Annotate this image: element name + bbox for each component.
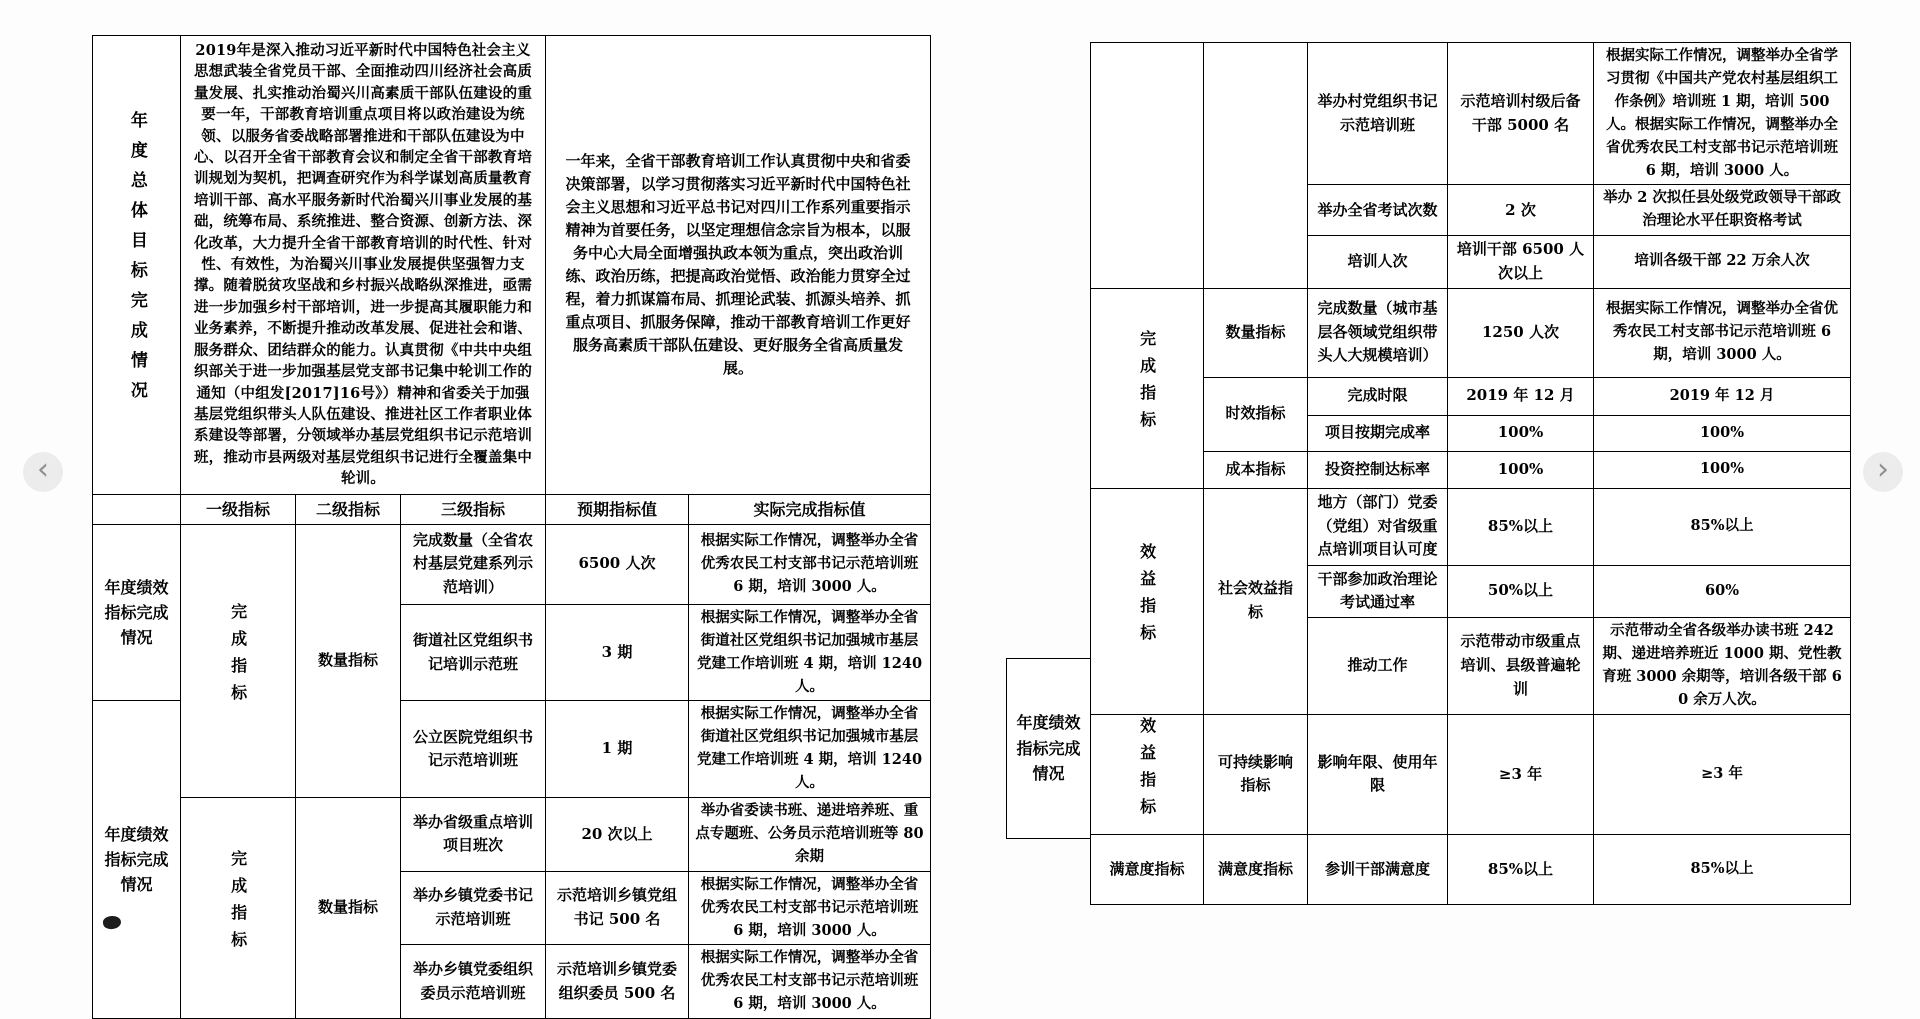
level2-cell: 数量指标 [296, 524, 401, 797]
actual-value-cell: ≥3 年 [1594, 714, 1851, 835]
table-row [1091, 43, 1851, 185]
actual-value-cell: 根据实际工作情况，调整举办全省优秀农民工村支部书记示范培训班 6 期，培训 3000 人。 [1594, 288, 1851, 377]
table-row [93, 798, 931, 872]
table-row [1091, 451, 1851, 488]
table-row [93, 524, 931, 604]
level1-cell: 满意度指标 [1091, 835, 1204, 905]
overall-goal-paragraph-1: 2019年是深入推动习近平新时代中国特色社会主义思想武装全省党员干部、全面推动四川经济社会高质量发展、扎实推动治蜀兴川高素质干部队伍建设的重要一年，干部教育培训重点项目将以政治建设为统领、以服务省委战略部署推进和干部队伍建设为中心、以召开全省干部教育会议和制定全省干部教育培训规划为契机，把调查研究作为科学谋划高质量教育培训干部、高水平服务新时代治蜀兴川事业发展的基础，统筹布局、系统推进、整合资源、创新方法、深化改革，大力提升全省干部教育培训的时代性、针对性、有效性，为治蜀兴川事业发展提供坚强智力支撑。随着脱贫攻坚战和乡村振兴战略纵深推进，亟需进一步加强乡村干部培训，进一步提高其履职能力和业务素养，不断提升推动改革发展、促进社会和谐、服务群众、团结群众的能力。认真贯彻《中共中央组织部关于进一步加强基层党支部书记集中轮训工作的通知（中组发[2017]16号》）精神和省委关于加强基层党组织带头人队伍建设、推进社区工作者职业体系建设等部署，分领域举办基层党组织书记示范培训班，推动市县两级对基层党组织书记进行全覆盖集中轮训。 [181, 36, 546, 495]
expected-value-cell: 示范带动市级重点培训、县级普遍轮训 [1448, 618, 1594, 715]
next-page-button[interactable] [1863, 452, 1903, 492]
expected-value-cell: 100% [1448, 415, 1594, 451]
actual-value-cell: 100% [1594, 415, 1851, 451]
chevron-right-icon: › [1877, 452, 1889, 487]
expected-value-cell: 50%以上 [1448, 565, 1594, 617]
level3-cell: 培训人次 [1308, 236, 1448, 288]
level3-cell: 完成数量（城市基层各领域党组织带头人大规模培训） [1308, 288, 1448, 377]
level2-cell: 成本指标 [1204, 451, 1308, 488]
level3-cell: 举办省级重点培训项目班次 [401, 798, 546, 872]
level3-cell: 举办乡镇党委书记示范培训班 [401, 871, 546, 945]
expected-value-cell: ≥3 年 [1448, 714, 1594, 835]
actual-value-cell: 2019 年 12 月 [1594, 377, 1851, 415]
expected-value-cell: 2019 年 12 月 [1448, 377, 1594, 415]
expected-value-cell: 85%以上 [1448, 488, 1594, 565]
table-row [93, 36, 931, 495]
actual-value-cell: 根据实际工作情况，调整举办全省街道社区党组织书记加强城市基层党建工作培训班 4 期，培训 1240 人。 [689, 701, 931, 798]
actual-value-cell: 根据实际工作情况，调整举办全省优秀农民工村支部书记示范培训班 6 期，培训 3000 人。 [689, 524, 931, 604]
actual-value-cell: 根据实际工作情况，调整举办全省优秀农民工村支部书记示范培训班 6 期，培训 3000 人。 [689, 871, 931, 945]
level1-empty-cell [1091, 43, 1204, 289]
level3-cell: 参训干部满意度 [1308, 835, 1448, 905]
actual-value-cell: 85%以上 [1594, 835, 1851, 905]
level3-cell: 干部参加政治理论考试通过率 [1308, 565, 1448, 617]
table-row [1091, 714, 1851, 835]
actual-value-cell: 培训各级干部 22 万余人次 [1594, 236, 1851, 288]
level3-cell: 举办村党组织书记示范培训班 [1308, 43, 1448, 185]
level1-cell: 完成指标 [1091, 288, 1204, 488]
actual-value-cell: 举办省委读书班、递进培养班、重点专题班、公务员示范培训班等 80 余期 [689, 798, 931, 872]
overall-goal-header-cell [93, 36, 181, 495]
column-header-expected: 预期指标值 [546, 494, 689, 524]
level3-cell: 完成时限 [1308, 377, 1448, 415]
level3-cell: 举办全省考试次数 [1308, 185, 1448, 236]
previous-page-button[interactable] [23, 452, 63, 492]
level2-cell: 可持续影响指标 [1204, 714, 1308, 835]
table-row [1091, 377, 1851, 415]
actual-value-cell: 根据实际工作情况，调整举办全省优秀农民工村支部书记示范培训班 6 期，培训 3000 人。 [689, 945, 931, 1019]
level3-cell: 影响年限、使用年限 [1308, 714, 1448, 835]
column-header-level1: 一级指标 [181, 494, 296, 524]
table-row [1091, 835, 1851, 905]
level2-cell: 满意度指标 [1204, 835, 1308, 905]
expected-value-cell: 85%以上 [1448, 835, 1594, 905]
expected-value-cell: 1 期 [546, 701, 689, 798]
level1-cell: 完成指标 [181, 798, 296, 1019]
level2-cell: 数量指标 [296, 798, 401, 1019]
expected-value-cell: 示范培训乡镇党委组织委员 500 名 [546, 945, 689, 1019]
actual-value-cell: 根据实际工作情况，调整举办全省学习贯彻《中国共产党农村基层组织工作条例》培训班 1 期，培训 500 人。根据实际工作情况，调整举办全省优秀农民工村支部书记示范培训班 6 期，培训 3000 人。 [1594, 43, 1851, 185]
expected-value-cell: 20 次以上 [546, 798, 689, 872]
page-2-table [1090, 42, 1851, 905]
table-row [1091, 488, 1851, 565]
section-label: 年度绩效指标完成情况 [93, 524, 181, 701]
section-label: 年度绩效指标完成情况 [1006, 658, 1091, 839]
overall-goal-header: 年度总体目标完成情况 [126, 110, 147, 411]
expected-value-cell: 示范培训乡镇党组书记 500 名 [546, 871, 689, 945]
expected-value-cell: 示范培训村级后备干部 5000 名 [1448, 43, 1594, 185]
expected-value-cell: 培训干部 6500 人次以上 [1448, 236, 1594, 288]
level3-cell: 推动工作 [1308, 618, 1448, 715]
level2-cell: 时效指标 [1204, 377, 1308, 451]
table-row [1091, 288, 1851, 377]
page-1-table [92, 35, 931, 1019]
column-header-actual: 实际完成指标值 [689, 494, 931, 524]
actual-value-cell: 示范带动全省各级举办读书班 242 期、递进培养班近 1000 期、党性教育班 3000 余期等，培训各级干部 60 余万人次。 [1594, 618, 1851, 715]
level1-cell: 效益指标 [1091, 714, 1204, 835]
level2-cell: 数量指标 [1204, 288, 1308, 377]
level3-cell: 举办乡镇党委组织委员示范培训班 [401, 945, 546, 1019]
expected-value-cell: 6500 人次 [546, 524, 689, 604]
level2-empty-cell [1204, 43, 1308, 289]
level2-cell: 社会效益指标 [1204, 488, 1308, 714]
level3-cell: 项目按期完成率 [1308, 415, 1448, 451]
column-header-level3: 三级指标 [401, 494, 546, 524]
expected-value-cell: 100% [1448, 451, 1594, 488]
corner-empty-cell [93, 494, 181, 524]
level3-cell: 完成数量（全省农村基层党建系列示范培训） [401, 524, 546, 604]
level3-cell: 投资控制达标率 [1308, 451, 1448, 488]
level1-cell: 效益指标 [1091, 488, 1204, 714]
level3-cell: 公立医院党组织书记示范培训班 [401, 701, 546, 798]
table-header-row [93, 494, 931, 524]
actual-value-cell: 100% [1594, 451, 1851, 488]
chevron-left-icon: ‹ [37, 452, 49, 487]
section-label: 年度绩效指标完成情况 [93, 701, 181, 1019]
level3-cell: 街道社区党组织书记培训示范班 [401, 604, 546, 701]
level1-cell: 完成指标 [181, 524, 296, 797]
level3-cell: 地方（部门）党委（党组）对省级重点培训项目认可度 [1308, 488, 1448, 565]
actual-value-cell: 根据实际工作情况，调整举办全省街道社区党组织书记加强城市基层党建工作培训班 4 期，培训 1240 人。 [689, 604, 931, 701]
actual-value-cell: 85%以上 [1594, 488, 1851, 565]
expected-value-cell: 2 次 [1448, 185, 1594, 236]
expected-value-cell: 3 期 [546, 604, 689, 701]
overall-goal-paragraph-2: 一年来，全省干部教育培训工作认真贯彻中央和省委决策部署，以学习贯彻落实习近平新时代中国特色社会主义思想和习近平总书记对四川工作系列重要指示精神为首要任务，以坚定理想信念宗旨为根本，以服务中心大局全面增强执政本领为重点，突出政治训练、政治历练，把提高政治觉悟、政治能力贯穿全过程，着力抓谋篇布局、抓理论武装、抓源头培养、抓重点项目、抓服务保障，推动干部教育培训工作更好服务高素质干部队伍建设、更好服务全省高质量发展。 [546, 36, 931, 495]
actual-value-cell: 60% [1594, 565, 1851, 617]
expected-value-cell: 1250 人次 [1448, 288, 1594, 377]
column-header-level2: 二级指标 [296, 494, 401, 524]
actual-value-cell: 举办 2 次拟任县处级党政领导干部政治理论水平任职资格考试 [1594, 185, 1851, 236]
